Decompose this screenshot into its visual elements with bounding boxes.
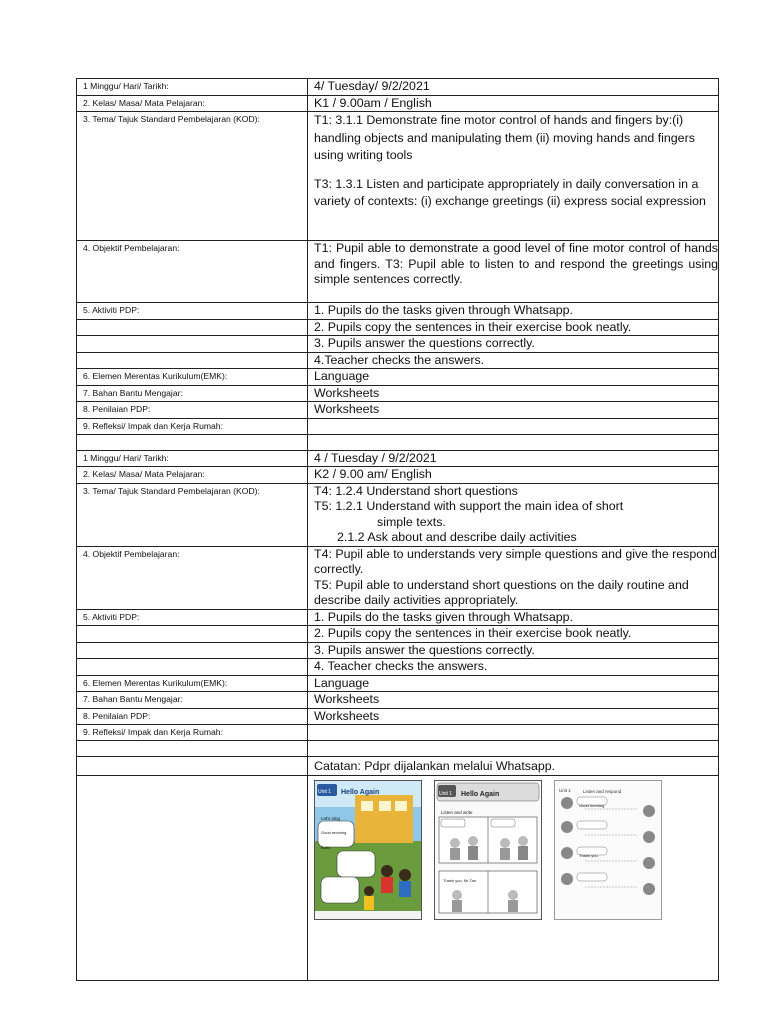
label-activities: 5. Aktiviti PDP:	[77, 303, 308, 320]
lesson-plan-table	[76, 78, 719, 981]
thumb-bubble: Good morning Bobo	[321, 829, 347, 850]
lesson1-class: K1 / 9.00am / English	[308, 95, 719, 112]
label-emk: 6. Elemen Merentas Kurikulum(EMK):	[77, 675, 308, 692]
lesson2-theme-line: 2.1.2 Ask about and describe daily activities	[337, 530, 577, 544]
thumb-unit: Unit 1	[559, 787, 571, 793]
label-week: 1 Minggu/ Hari/ Tarikh:	[77, 79, 308, 96]
worksheet-thumbnail	[314, 780, 422, 920]
thumb-title: Hello Again	[461, 790, 500, 798]
lesson2-materials: Worksheets	[308, 692, 719, 709]
lesson1-theme-t1: T1: 3.1.1 Demonstrate fine motor control of hands and fingers by:(i) handling objects and manipulating them (ii) moving hands and fingers using writing tools	[314, 113, 695, 162]
thumb-unit: Unit 1	[318, 788, 332, 795]
label-theme: 3. Tema/ Tajuk Standard Pembelajaran (KOD):	[77, 483, 308, 546]
lesson2-theme-line: simple texts.	[377, 514, 446, 529]
lesson2-emk: Language	[308, 675, 719, 692]
label-materials: 7. Bahan Bantu Mengajar:	[77, 385, 308, 402]
lesson1-theme	[308, 112, 719, 241]
label-objective: 4. Objektif Pembelajaran:	[77, 241, 308, 303]
note: Catatan: Pdpr dijalankan melalui Whatsapp.	[308, 757, 719, 776]
lesson1-activity: 4.Teacher checks the answers.	[308, 352, 719, 369]
lesson2-activity: 1. Pupils do the tasks given through Whatsapp.	[308, 609, 719, 626]
label-assessment: 8. Penilaian PDP:	[77, 402, 308, 419]
worksheet-thumbnail	[554, 780, 662, 920]
lesson2-objective-t5: T5: Pupil able to understand short questions on the daily routine and describe daily activities appropriately.	[314, 577, 689, 607]
thumb-caption: Good morning	[579, 802, 605, 808]
label-emk: 6. Elemen Merentas Kurikulum(EMK):	[77, 369, 308, 386]
lesson2-activity: 4. Teacher checks the answers.	[308, 659, 719, 676]
spacer-row	[77, 741, 308, 757]
thumb-title: Hello Again	[341, 788, 380, 796]
lesson1-activity: 3. Pupils answer the questions correctly.	[308, 336, 719, 353]
lesson1-activity: 1. Pupils do the tasks given through Whatsapp.	[308, 303, 719, 320]
lesson2-assessment: Worksheets	[308, 708, 719, 725]
label-materials: 7. Bahan Bantu Mengajar:	[77, 692, 308, 709]
lesson1-objective: T1: Pupil able to demonstrate a good level of fine motor control of hands and fingers. T3: Pupil able to listen to and respond the greetings using simple sentences correctly.	[308, 241, 719, 303]
lesson2-activity: 3. Pupils answer the questions correctly.	[308, 642, 719, 659]
lesson2-theme-line: T5: 1.2.1 Understand with support the main idea of short	[314, 499, 624, 513]
label-objective: 4. Objektif Pembelajaran:	[77, 546, 308, 609]
lesson1-emk: Language	[308, 369, 719, 386]
thumb-title: Listen and respond	[583, 788, 622, 794]
lesson2-objective	[308, 546, 719, 609]
lesson2-theme	[308, 483, 719, 546]
lesson2-objective-t4: T4: Pupil able to understands very simple questions and give the respond correctly.	[314, 546, 717, 576]
lesson2-theme-line: T4: 1.2.4 Understand short questions	[314, 483, 518, 498]
label-reflection: 9. Refleksi/ Impak dan Kerja Rumah:	[77, 418, 308, 434]
label-assessment: 8. Penilaian PDP:	[77, 708, 308, 725]
label-class: 2. Kelas/ Masa/ Mata Pelajaran:	[77, 467, 308, 484]
label-week: 1 Minggu/ Hari/ Tarikh:	[77, 450, 308, 467]
label-theme: 3. Tema/ Tajuk Standard Pembelajaran (KOD):	[77, 112, 308, 241]
lesson1-theme-t3: T3: 1.3.1 Listen and participate appropriately in daily conversation in a variety of contexts: (i) exchange greetings (ii) express social expression	[314, 176, 706, 208]
thumb-bubble: Thank you, Mr Tan	[443, 877, 477, 883]
lesson2-activity: 2. Pupils copy the sentences in their exercise book neatly.	[308, 626, 719, 643]
worksheet-images	[308, 775, 719, 980]
lesson1-assessment: Worksheets	[308, 402, 719, 419]
lesson2-date: 4 / Tuesday / 9/2/2021	[308, 450, 719, 467]
thumb-bubble: Thank you	[579, 852, 598, 858]
lesson1-activity: 2. Pupils copy the sentences in their exercise book neatly.	[308, 319, 719, 336]
lesson1-reflection	[308, 418, 719, 434]
thumb-caption: Let's sing	[321, 815, 340, 821]
label-reflection: 9. Refleksi/ Impak dan Kerja Rumah:	[77, 725, 308, 741]
label-class: 2. Kelas/ Masa/ Mata Pelajaran:	[77, 95, 308, 112]
thumb-unit: Unit 1	[439, 790, 453, 797]
lesson1-materials: Worksheets	[308, 385, 719, 402]
lesson2-class: K2 / 9.00 am/ English	[308, 467, 719, 484]
spacer-row	[77, 434, 308, 450]
thumb-caption: Listen and write	[441, 809, 473, 815]
label-activities: 5. Aktiviti PDP:	[77, 609, 308, 626]
lesson1-date: 4/ Tuesday/ 9/2/2021	[308, 79, 719, 96]
worksheet-thumbnail	[434, 780, 542, 920]
lesson2-reflection	[308, 725, 719, 741]
